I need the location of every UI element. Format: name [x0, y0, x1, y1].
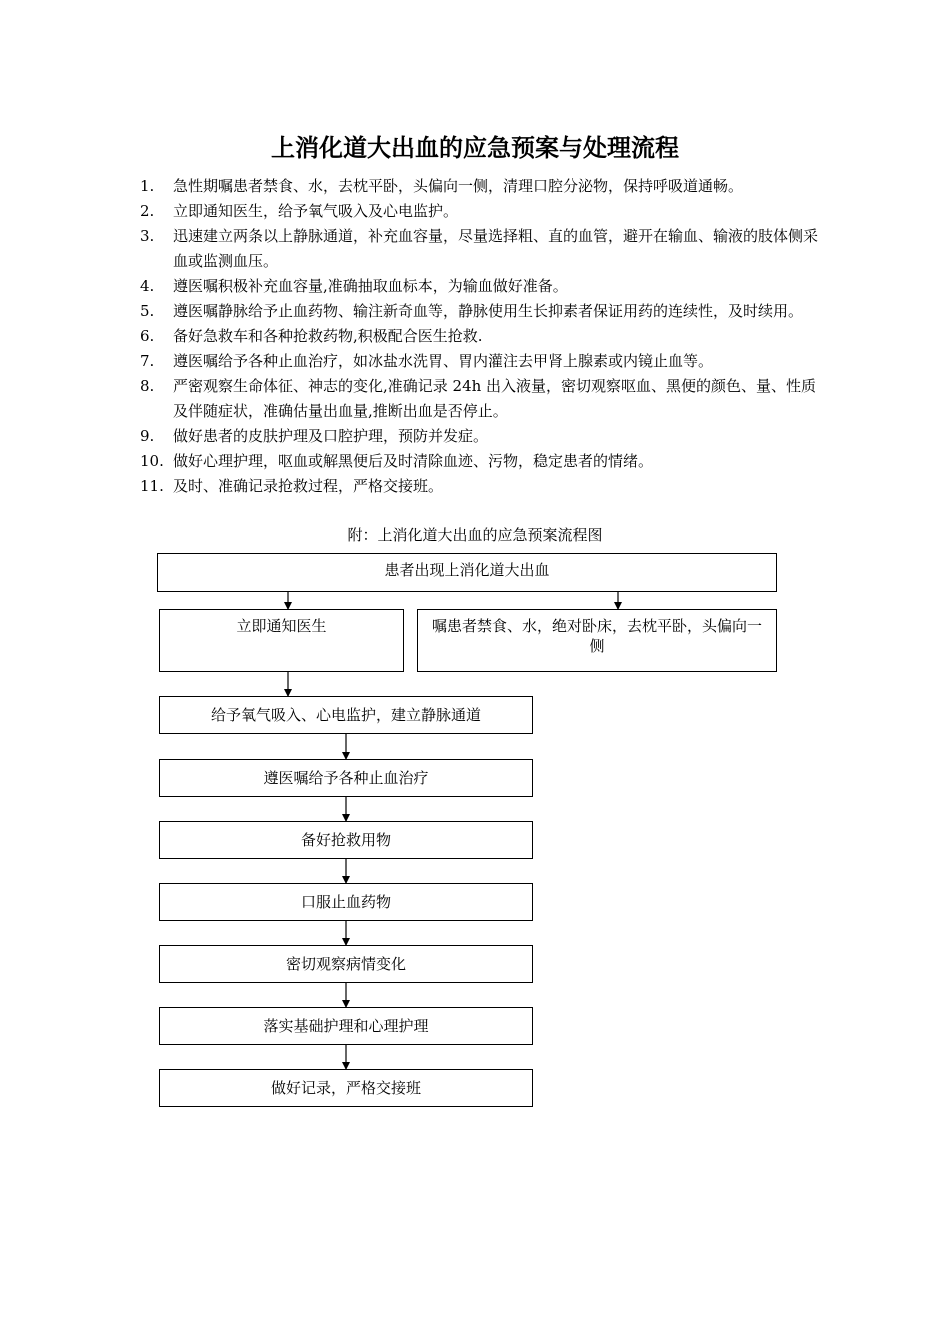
item-text: 做好患者的皮肤护理及口腔护理，预防并发症。: [173, 427, 489, 445]
flowchart-caption: 附：上消化道大出血的应急预案流程图: [347, 526, 603, 544]
item-text: 急性期嘱患者禁食、水，去枕平卧，头偏向一侧，清理口腔分泌物，保持呼吸道通畅。: [173, 177, 744, 195]
flow-step-box: 遵医嘱给予各种止血治疗: [159, 759, 533, 797]
flow-notify-doctor-box: 立即通知医生: [159, 609, 404, 672]
item-text: 严密观察生命体征、神志的变化,准确记录 24h 出入液量，密切观察呕血、黑便的颜色、量、性质及伴随症状，准确估量出血量,推断出血是否停止。: [173, 377, 817, 420]
item-number: 6.: [140, 327, 155, 345]
flow-step-box: 给予氧气吸入、心电监护，建立静脉通道: [159, 696, 533, 734]
item-number: 9.: [140, 427, 155, 445]
flow-fasting-instruction-box: 嘱患者禁食、水，绝对卧床，去枕平卧，头偏向一侧: [417, 609, 777, 672]
item-number: 8.: [140, 377, 155, 395]
flow-step-box: 密切观察病情变化: [159, 945, 533, 983]
item-text: 备好急救车和各种抢救药物,积极配合医生抢救.: [173, 327, 483, 345]
flow-step-box: 备好抢救用物: [159, 821, 533, 859]
item-number: 5.: [140, 302, 155, 320]
item-text: 遵医嘱给予各种止血治疗，如冰盐水洗胃、胃内灌注去甲肾上腺素或内镜止血等。: [173, 352, 714, 370]
item-text: 做好心理护理，呕血或解黑便后及时清除血迹、污物，稳定患者的情绪。: [173, 452, 654, 470]
flow-step-box: 做好记录，严格交接班: [159, 1069, 533, 1107]
item-number: 11.: [140, 477, 164, 495]
item-number: 7.: [140, 352, 155, 370]
item-number: 4.: [140, 277, 155, 295]
item-text: 及时、准确记录抢救过程，严格交接班。: [173, 477, 444, 495]
item-text: 立即通知医生，给予氧气吸入及心电监护。: [173, 202, 459, 220]
item-text: 遵医嘱积极补充血容量,准确抽取血标本，为输血做好准备。: [173, 277, 568, 295]
item-number: 2.: [140, 202, 155, 220]
item-number: 1.: [140, 177, 155, 195]
item-number: 3.: [140, 227, 155, 245]
flow-step-box: 落实基础护理和心理护理: [159, 1007, 533, 1045]
flow-step-box: 口服止血药物: [159, 883, 533, 921]
flow-start-box: 患者出现上消化道大出血: [157, 553, 777, 592]
document-title: 上消化道大出血的应急预案与处理流程: [271, 134, 679, 162]
item-text: 遵医嘱静脉给予止血药物、输注新奇血等，静脉使用生长抑素者保证用药的连续性，及时续用。: [173, 302, 804, 320]
item-number: 10.: [140, 452, 164, 470]
item-text: 迅速建立两条以上静脉通道，补充血容量，尽量选择粗、直的血管，避开在输血、输液的肢体侧采血或监测血压。: [173, 227, 819, 270]
